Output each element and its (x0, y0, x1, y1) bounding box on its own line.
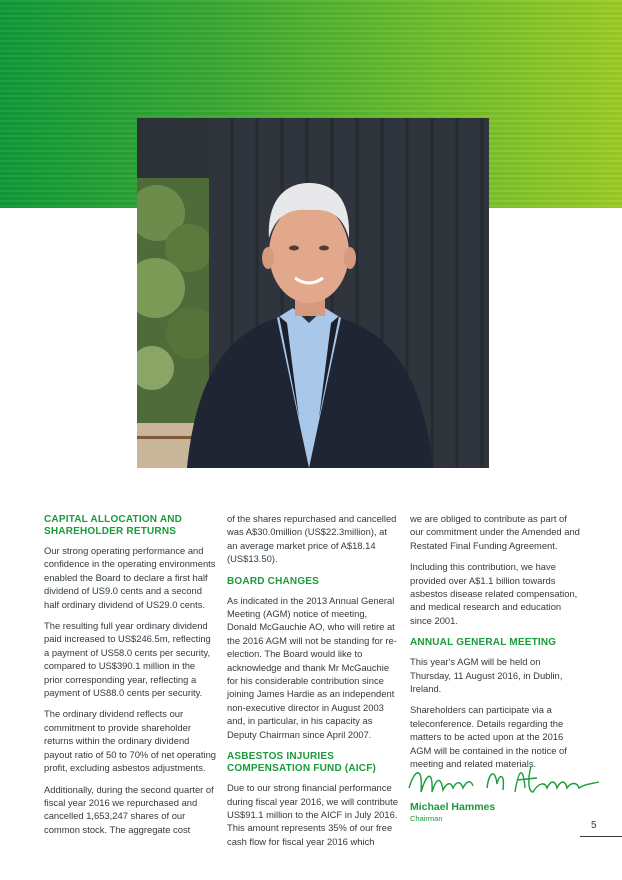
paragraph: The ordinary dividend reflects our commitment to provide shareholder returns within the ordinary dividend payout ratio of 50 to 70% of net operating profit, excluding asbestos adjustments. (44, 708, 216, 774)
paragraph: we are obliged to contribute as part of our commitment under the Amended and Restated Final Funding Agreement. (410, 513, 580, 551)
paragraph: As indicated in the 2013 Annual General Meeting (AGM) notice of meeting, Donald McGauchie AO, who will retire at the 2016 AGM will not be standing for re-election. The Board would like to acknowledge and thank Mr McGauchie for his considerable contribution since joining James Hardie as an independent non-executive director in August 2003 and, in particular, in his capacity as Deputy Chairman since April 2007. (227, 594, 397, 740)
paragraph: This year's AGM will be held on Thursday, 11 August 2016, in Dublin, Ireland. (410, 656, 563, 695)
paragraph: Our strong operating performance and confidence in the operating environments enabled the Board to declare a first half dividend of US9.0 cents and a second half ordinary dividend of US29.0 cents. (44, 545, 216, 610)
heading-aicf: ASBESTOS INJURIES COMPENSATION FUND (AICF) (227, 751, 377, 775)
signer-title: Chairman (410, 814, 443, 823)
paragraph: The resulting full year ordinary dividend paid increased to US$246.5m, reflecting a payment of US58.0 cents per security, compared to US$390.1 million in the prior corresponding year, reflecting a payment of US88.0 cents per security. (44, 620, 211, 699)
heading-agm: ANNUAL GENERAL MEETING (410, 637, 557, 649)
paragraph: Due to our strong financial performance during fiscal year 2016, we will contribute US$91.1 million to the AICF in July 2016. This amount represents 35% of our free cash flow for fiscal year 2016 which (227, 782, 398, 847)
heading-capital-allocation: CAPITAL ALLOCATION AND SHAREHOLDER RETURNS (44, 514, 183, 537)
paragraph: Shareholders can participate via a teleconference. Details regarding the matters to be acted upon at the 2016 AGM will be contained in the notice of meeting and related materials. (410, 704, 567, 770)
chairman-portrait (137, 118, 489, 468)
column-2 (227, 512, 399, 856)
signature-graphic (405, 758, 605, 804)
column-1 (44, 514, 216, 844)
column-3 (410, 512, 582, 779)
paragraph: of the shares repurchased and cancelled was A$30.0million (US$22.3million), at an average market price of A$18.14 (US$13.50). (227, 513, 397, 565)
page-number: 5 (591, 820, 597, 831)
page-number-rule (580, 836, 622, 837)
paragraph: Additionally, during the second quarter of fiscal year 2016 we repurchased and cancelled 1,653,247 shares of our common stock. The aggregate cost (44, 783, 214, 835)
paragraph: Including this contribution, we have provided over A$1.1 billion towards asbestos disease related compensation, and medical research and education since 2001. (410, 561, 578, 626)
heading-board-changes: BOARD CHANGES (227, 575, 320, 587)
signer-name: Michael Hammes (410, 801, 496, 813)
